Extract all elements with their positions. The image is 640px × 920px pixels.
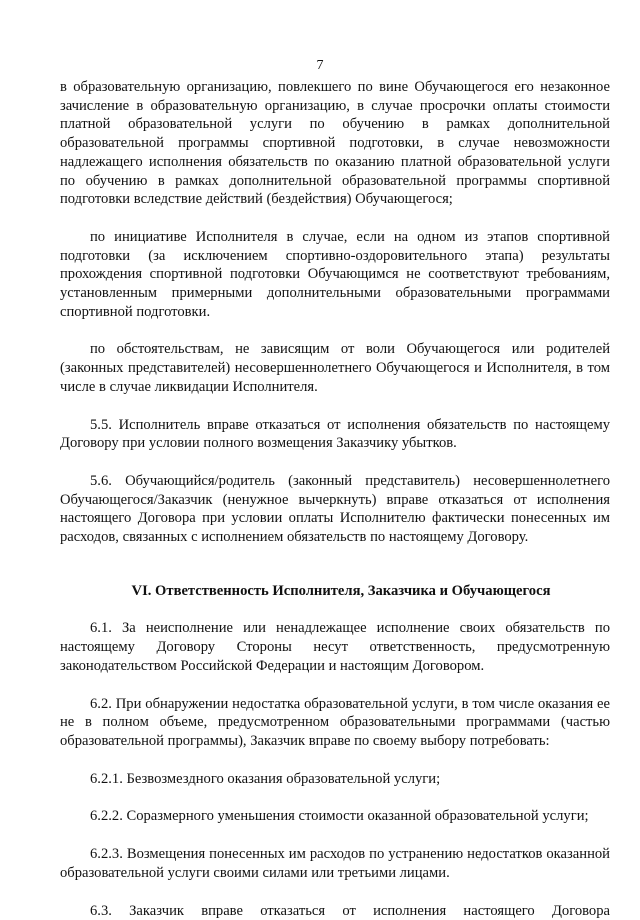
paragraph-clause-6-2-2: 6.2.2. Соразмерного уменьшения стоимости оказанной образовательной услуги; xyxy=(60,807,610,826)
paragraph-executor-initiative: по инициативе Исполнителя в случае, если на одном из этапов спортивной подготовки (за исключением спортивно-оздоровительного этапа) результаты прохождения спортивной подготовки Обучающимся не соответствуют требованиям, установленным примерными дополнительными образовательными программами спортивной подготовки. xyxy=(60,228,610,322)
paragraph-expulsion-grounds: в образовательную организацию, повлекшего по вине Обучающегося его незаконное зачисление в образовательную организацию, в случае просрочки оплаты стоимости платной образовательной услуги по обучению в рамках дополнительной образовательной программы спортивной подготовки, в случае невозможности надлежащего исполнения обязательств по оказанию платной образовательной услуги по обучению в рамках дополнительной образовательной программы спортивной подготовки вследствие действий (бездействия) Обучающегося; xyxy=(60,78,610,209)
document-body xyxy=(60,78,610,920)
paragraph-clause-6-2-3: 6.2.3. Возмещения понесенных им расходов по устранению недостатков оказанной образовательной услуги своими силами или третьими лицами. xyxy=(60,845,610,882)
page-number: 7 xyxy=(0,58,640,74)
section-heading-vi: VI. Ответственность Исполнителя, Заказчика и Обучающегося xyxy=(60,582,610,601)
paragraph-clause-6-1: 6.1. За неисполнение или ненадлежащее исполнение своих обязательств по настоящему Договору Стороны несут ответственность, предусмотренную законодательством Российской Федерации и настоящим Договором. xyxy=(60,619,610,675)
paragraph-clause-6-2: 6.2. При обнаружении недостатка образовательной услуги, в том числе оказания ее не в полном объеме, предусмотренном образовательными программами (частью образовательной программы), Заказчик вправе по своему выбору потребовать: xyxy=(60,695,610,751)
paragraph-clause-5-5: 5.5. Исполнитель вправе отказаться от исполнения обязательств по настоящему Договору при условии полного возмещения Заказчику убытков. xyxy=(60,416,610,453)
paragraph-clause-5-6: 5.6. Обучающийся/родитель (законный представитель) несовершеннолетнего Обучающегося/Заказчик (ненужное вычеркнуть) вправе отказаться от исполнения настоящего Договора при условии оплаты Исполнителю фактически понесенных им расходов, связанных с исполнением обязательств по настоящему Договору. xyxy=(60,472,610,547)
paragraph-clause-6-2-1: 6.2.1. Безвозмездного оказания образовательной услуги; xyxy=(60,770,610,789)
paragraph-independent-circumstances: по обстоятельствам, не зависящим от воли Обучающегося или родителей (законных представителей) несовершеннолетнего Обучающегося и Исполнителя, в том числе в случае ликвидации Исполнителя. xyxy=(60,340,610,396)
paragraph-clause-6-3: 6.3. Заказчик вправе отказаться от исполнения настоящего Договора xyxy=(60,902,610,920)
